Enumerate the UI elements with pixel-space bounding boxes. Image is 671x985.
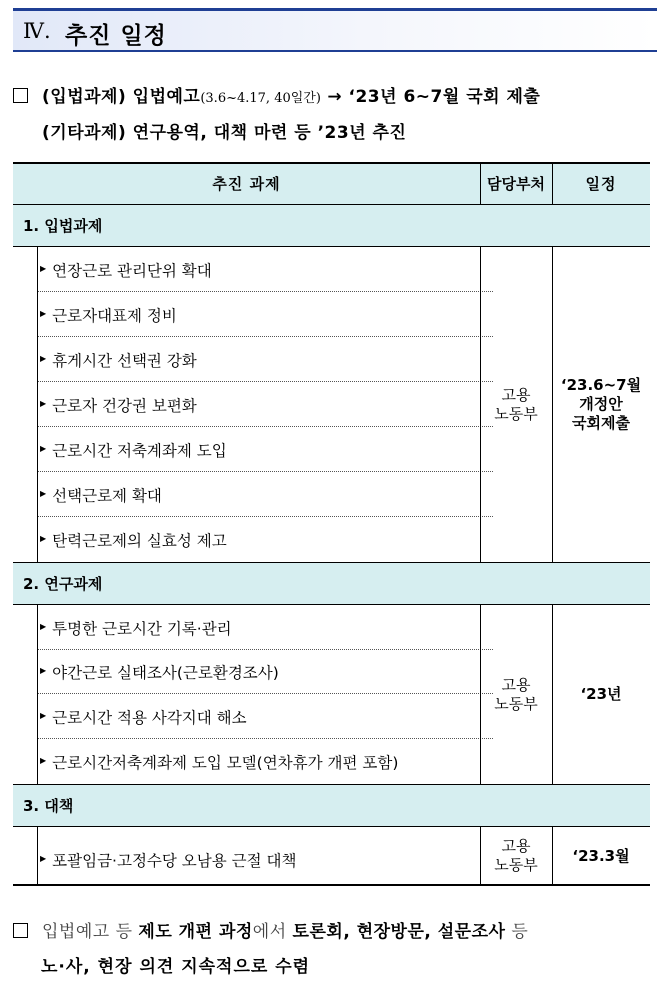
dotted-divider: [38, 738, 493, 739]
schedule-table: [13, 162, 650, 886]
note-bullet: 입법예고 등 제도 개편 과정에서 토론회, 현장방문, 설문조사 등: [13, 917, 528, 942]
list-item: ▶ 야간근로 실태조사(근로환경조사): [40, 663, 279, 682]
triangle-bullet-icon: ▶: [40, 534, 47, 543]
triangle-bullet-icon: ▶: [40, 399, 47, 408]
triangle-bullet-icon: ▶: [40, 309, 47, 318]
list-item: ▶ 연장근로 관리단위 확대: [40, 261, 212, 280]
dept-cell: 고용 노동부: [494, 385, 538, 423]
triangle-bullet-icon: ▶: [40, 354, 47, 363]
table-vrule: [552, 604, 553, 784]
section-title: 추진 일정: [65, 23, 167, 49]
category-label: 1. 입법과제: [23, 217, 103, 235]
table-rule: [13, 162, 650, 164]
table-vrule: [552, 162, 553, 204]
dotted-divider: [38, 426, 493, 427]
table-vrule: [552, 246, 553, 562]
list-item: ▶ 근로시간 적용 사각지대 해소: [40, 708, 247, 727]
category-row-bg: [13, 784, 650, 826]
header-dept: 담당부처: [487, 174, 545, 193]
dotted-divider: [38, 381, 493, 382]
triangle-bullet-icon: ▶: [40, 666, 47, 675]
list-item: ▶ 근로자대표제 정비: [40, 306, 177, 325]
dept-cell: 고용 노동부: [494, 837, 538, 874]
dotted-divider: [38, 471, 493, 472]
table-vrule: [552, 826, 553, 884]
header-schedule: 일정: [585, 174, 617, 193]
dotted-divider: [38, 649, 493, 650]
square-bullet-icon: [13, 88, 28, 103]
dotted-divider: [38, 516, 493, 517]
table-rule: [13, 604, 650, 605]
bullet-other: (기타과제) 연구용역, 대책 마련 등 ’23년 추진: [42, 123, 407, 143]
table-rule: [13, 204, 650, 205]
list-item: ▶ 근로시간 저축계좌제 도입: [40, 441, 227, 460]
square-bullet-icon: [13, 923, 28, 938]
triangle-bullet-icon: ▶: [40, 756, 47, 765]
table-vrule: [480, 826, 481, 884]
category-label: 3. 대책: [23, 797, 74, 815]
bullet-legislative: (입법과제) 입법예고(3.6~4.17, 40일간) → ‘23년 6~7월 국회 제출: [13, 82, 540, 107]
header-task: 추진 과제: [212, 174, 281, 193]
section-header: [13, 8, 657, 52]
dept-cell: 고용 노동부: [494, 675, 538, 713]
table-vrule: [480, 246, 481, 562]
list-item: ▶ 휴게시간 선택권 강화: [40, 351, 197, 370]
schedule-cell: ‘23년: [580, 685, 622, 703]
list-item: ▶ 선택근로제 확대: [40, 486, 162, 505]
table-rule: [13, 884, 650, 886]
table-vrule: [37, 826, 38, 884]
list-item: ▶ 탄력근로제의 실효성 제고: [40, 531, 227, 550]
list-item: ▶ 포괄임금·고정수당 오남용 근절 대책: [40, 851, 297, 870]
dotted-divider: [38, 693, 493, 694]
table-vrule: [480, 162, 481, 204]
note-line2: 노·사, 현장 의견 지속적으로 수렴: [41, 957, 311, 977]
category-label: 2. 연구과제: [23, 575, 103, 593]
schedule-cell: ‘23.6~7월 개정안 국회제출: [560, 376, 642, 432]
category-row-bg: [13, 562, 650, 604]
table-vrule: [37, 246, 38, 562]
dotted-divider: [38, 291, 493, 292]
triangle-bullet-icon: ▶: [40, 622, 47, 631]
list-item: ▶ 투명한 근로시간 기록·관리: [40, 619, 232, 638]
table-rule: [13, 826, 650, 827]
list-item: ▶ 근로시간저축계좌제 도입 모델(연차휴가 개편 포함): [40, 753, 399, 772]
table-vrule: [37, 604, 38, 784]
table-rule: [13, 784, 650, 785]
triangle-bullet-icon: ▶: [40, 711, 47, 720]
section-number: Ⅳ.: [23, 19, 51, 43]
triangle-bullet-icon: ▶: [40, 264, 47, 273]
triangle-bullet-icon: ▶: [40, 444, 47, 453]
schedule-cell: ‘23.3월: [572, 846, 630, 865]
list-item: ▶ 근로자 건강권 보편화: [40, 396, 197, 415]
triangle-bullet-icon: ▶: [40, 489, 47, 498]
category-row-bg: [13, 204, 650, 246]
dotted-divider: [38, 336, 493, 337]
table-vrule: [480, 604, 481, 784]
triangle-bullet-icon: ▶: [40, 854, 47, 863]
table-rule: [13, 562, 650, 563]
table-rule: [13, 246, 650, 247]
period-note: (3.6~4.17, 40일간): [200, 91, 321, 106]
